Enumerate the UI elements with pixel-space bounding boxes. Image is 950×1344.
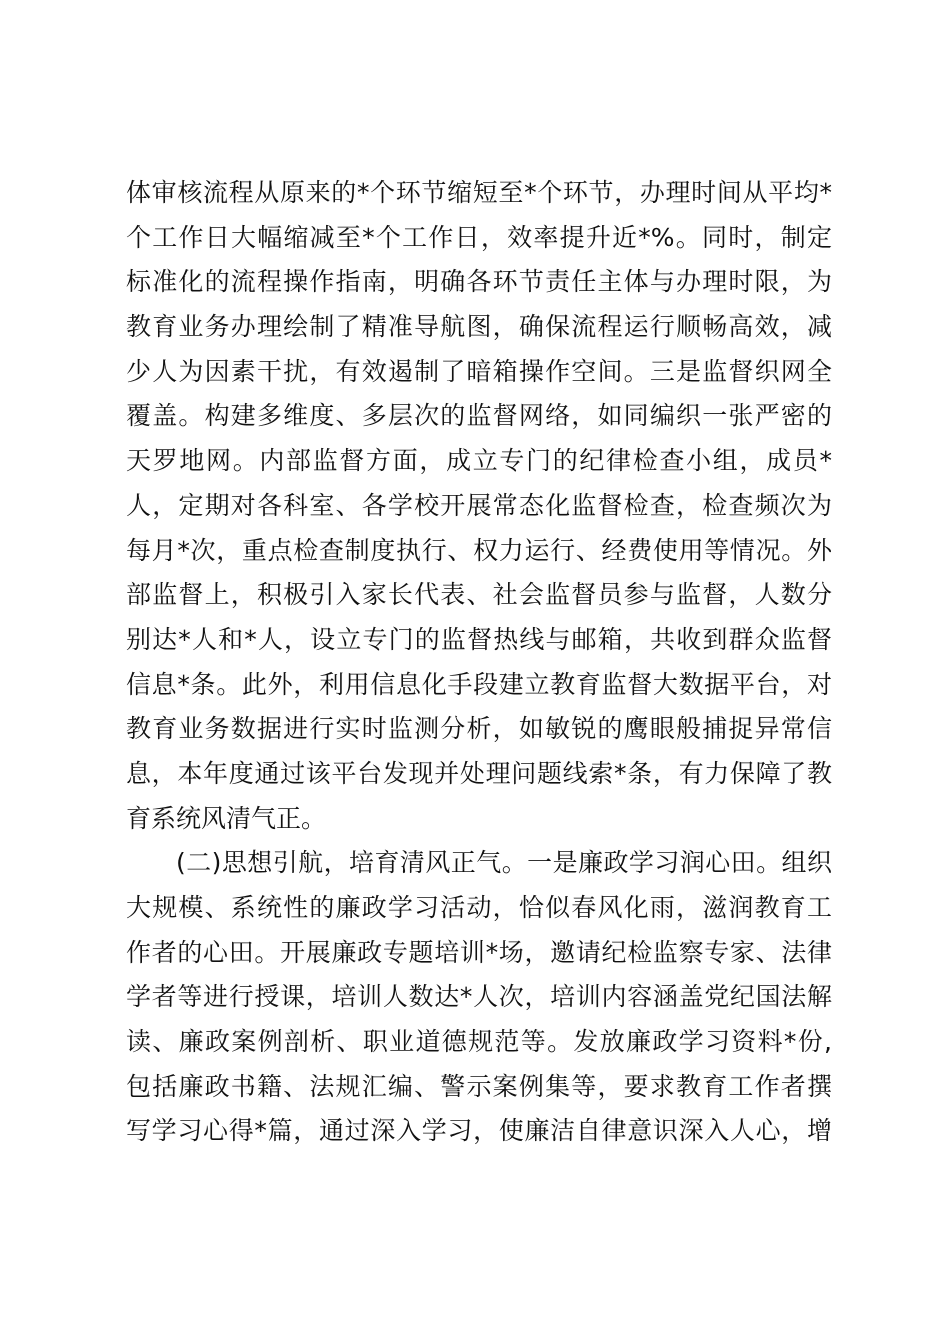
text-line: 标准化的流程操作指南，明确各环节责任主体与办理时限，为 [126, 267, 832, 297]
text-line: 大规模、系统性的廉政学习活动，恰似春风化雨，滋润教育工 [126, 893, 832, 922]
text-line: 包括廉政书籍、法规汇编、警示案例集等，要求教育工作者撰 [126, 1071, 832, 1101]
text-line: 育系统风清气正。 [126, 803, 327, 833]
text-line: 人，定期对各科室、各学校开展常态化监督检查，检查频次为 [126, 490, 832, 520]
section-heading-line: (二)思想引航，培育清风正气。一是廉政学习润心田。组织 [176, 848, 832, 878]
text-line: 学者等进行授课，培训人数达*人次，培训内容涵盖党纪国法解 [126, 982, 832, 1012]
text-line: 少人为因素干扰，有效遏制了暗箱操作空间。三是监督织网全 [126, 356, 832, 386]
text-line: 天罗地网。内部监督方面，成立专门的纪律检查小组，成员* [126, 446, 832, 476]
body-text [126, 171, 832, 1154]
text-line: 息，本年度通过该平台发现并处理问题线索*条，有力保障了教 [126, 758, 832, 788]
text-line: 体审核流程从原来的*个环节缩短至*个环节，办理时间从平均* [126, 178, 832, 207]
text-line: 个工作日大幅缩减至*个工作日，效率提升近*%。同时，制定 [126, 222, 832, 252]
text-line: 教育业务数据进行实时监测分析，如敏锐的鹰眼般捕捉异常信 [126, 714, 832, 744]
text-line: 每月*次，重点检查制度执行、权力运行、经费使用等情况。外 [126, 535, 832, 565]
text-line: 写学习心得*篇，通过深入学习，使廉洁自律意识深入人心，增 [126, 1116, 832, 1146]
text-line: 部监督上，积极引入家长代表、社会监督员参与监督，人数分 [126, 580, 832, 610]
text-line: 信息*条。此外，利用信息化手段建立教育监督大数据平台，对 [126, 669, 832, 699]
text-line: 教育业务办理绘制了精准导航图，确保流程运行顺畅高效，减 [126, 312, 832, 342]
text-line: 作者的心田。开展廉政专题培训*场，邀请纪检监察专家、法律 [126, 937, 832, 967]
text-line: 别达*人和*人，设立专门的监督热线与邮箱，共收到群众监督 [126, 624, 832, 654]
text-line: 覆盖。构建多维度、多层次的监督网络，如同编织一张严密的 [126, 401, 832, 431]
text-line: 读、廉政案例剖析、职业道德规范等。发放廉政学习资料*份, [126, 1027, 832, 1057]
